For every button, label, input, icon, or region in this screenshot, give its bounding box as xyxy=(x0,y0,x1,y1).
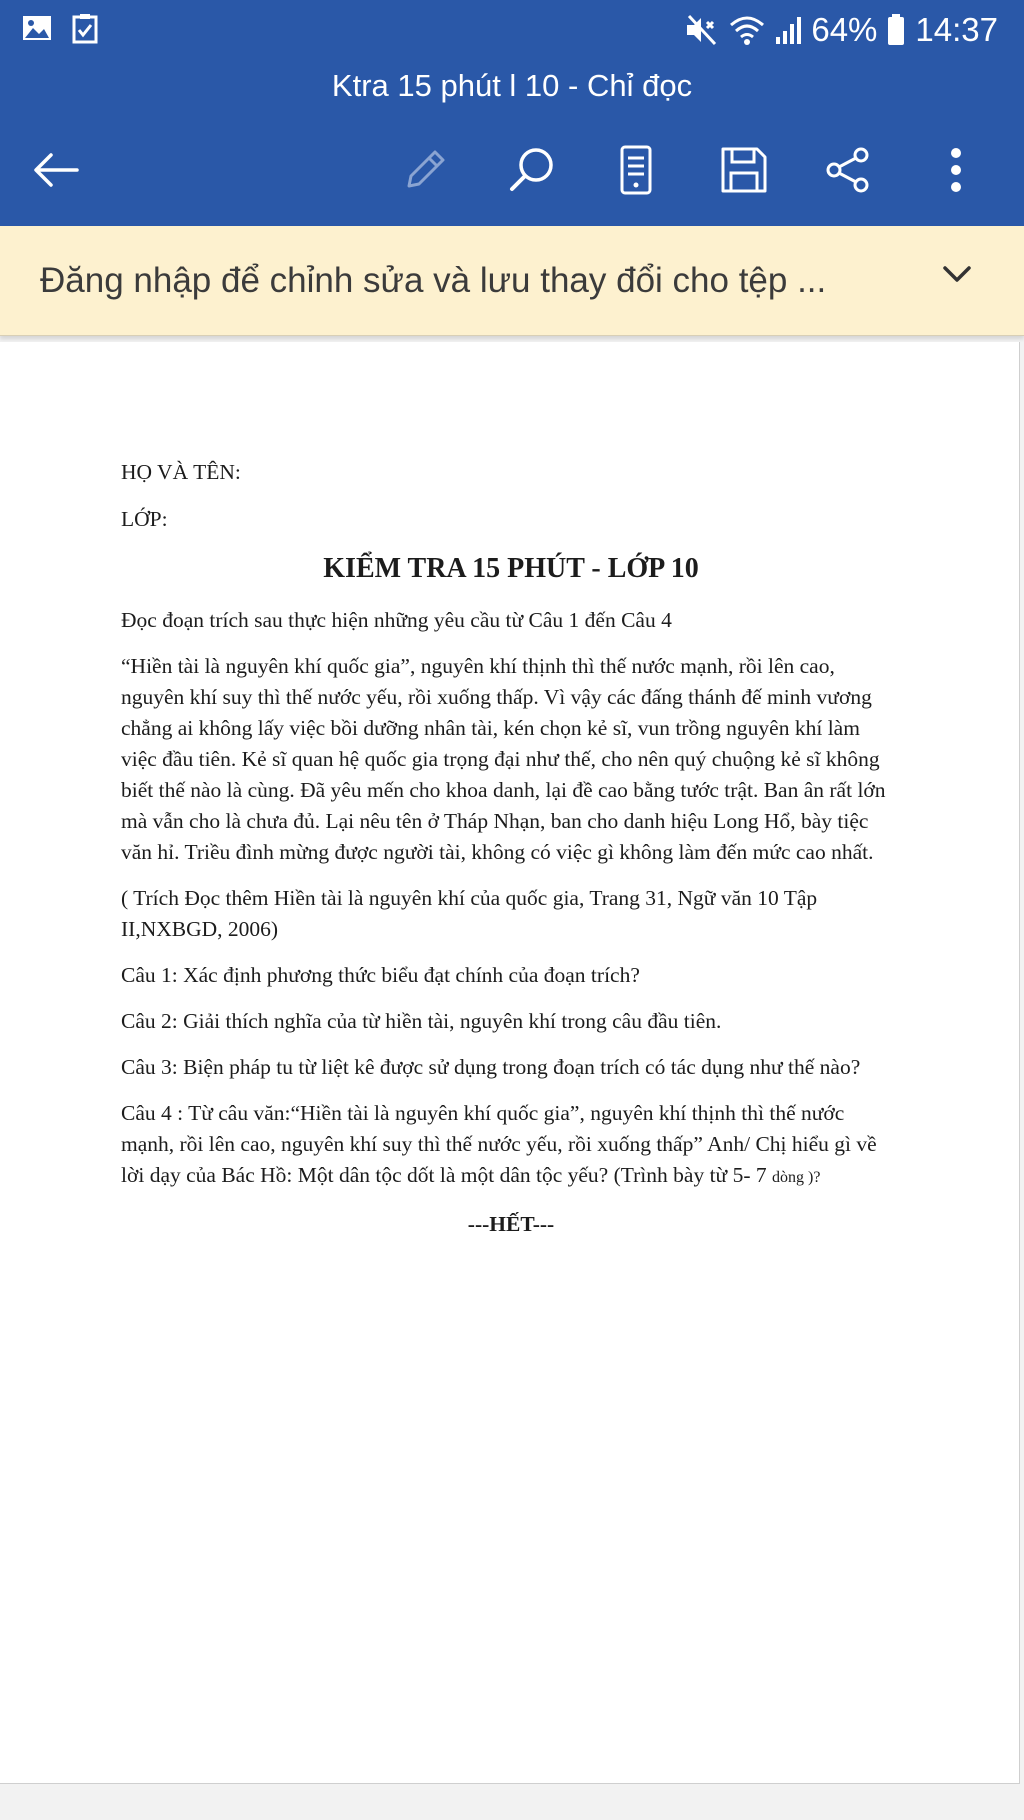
sign-in-banner[interactable] xyxy=(0,226,1024,336)
question-4 xyxy=(121,1098,901,1193)
passage-text: “Hiền tài là nguyên khí quốc gia”, nguyên khí thịnh thì thế nước mạnh, rồi lên cao, nguyên khí suy thì thế nước yếu, rồi xuống thấp. Vì vậy các đấng thánh đế minh vương chẳng ai không lấy việc bồi dưỡng nhân tài, kén chọn kẻ sĩ, vun trồng nguyên khí làm việc đầu tiên. Kẻ sĩ quan hệ quốc gia trọng đại như thế, cho nên quý chuộng kẻ sĩ không biết thế nào là cùng. Đã yêu mến cho khoa danh, lại đề cao bằng tước trật. Ban ân rất lớn mà vẫn cho là chưa đủ. Lại nêu tên ở Tháp Nhạn, ban cho danh hiệu Long Hổ, bày tiệc văn hỉ. Triều đình mừng được người tài, không có việc gì không làm đến mức cao nhất. xyxy=(121,654,886,864)
search-button[interactable] xyxy=(502,140,562,200)
question-3: Câu 3: Biện pháp tu từ liệt kê được sử dụng trong đoạn trích có tác dụng như thế nào? xyxy=(121,1055,861,1079)
clock: 14:37 xyxy=(915,11,998,48)
search-icon xyxy=(507,145,557,195)
wifi-icon xyxy=(729,15,765,45)
reading-view-icon xyxy=(616,144,656,196)
status-right xyxy=(683,10,998,50)
gallery-icon xyxy=(22,14,52,49)
question-2: Câu 2: Giải thích nghĩa của từ hiền tài, nguyên khí trong câu đầu tiên. xyxy=(121,1009,722,1033)
edit-pencil-icon xyxy=(401,146,449,194)
document-title-bar xyxy=(0,58,1024,114)
document-page[interactable] xyxy=(0,342,1020,1784)
instruction-text: Đọc đoạn trích sau thực hiện những yêu cầu từ Câu 1 đến Câu 4 xyxy=(121,608,672,632)
mute-vibrate-icon xyxy=(683,14,719,46)
reading-view-button[interactable] xyxy=(606,140,666,200)
back-button[interactable] xyxy=(26,140,86,200)
app-toolbar xyxy=(0,114,1024,226)
battery-icon xyxy=(887,14,905,46)
save-icon xyxy=(719,145,769,195)
task-check-icon xyxy=(72,14,98,49)
status-bar xyxy=(0,0,1024,58)
status-left-icons xyxy=(22,14,98,49)
question-4-text: Câu 4 : Từ câu văn:“Hiền tài là nguyên khí quốc gia”, nguyên khí thịnh thì thế nước mạnh, rồi lên cao, nguyên khí suy thì thế nước yếu, rồi xuống thấp” Anh/ Chị hiểu gì về lời dạy của Bác Hồ: Một dân tộc dốt là một dân tộc yếu? (Trình bày từ 5- 7 xyxy=(121,1101,877,1187)
chevron-down-icon[interactable] xyxy=(942,264,972,289)
share-button[interactable] xyxy=(818,140,878,200)
sign-in-banner-text: Đăng nhập để chỉnh sửa và lưu thay đổi cho tệp ... xyxy=(40,261,827,300)
question-4-tail: dòng )? xyxy=(771,1169,821,1186)
save-button[interactable] xyxy=(714,140,774,200)
question-1: Câu 1: Xác định phương thức biểu đạt chính của đoạn trích? xyxy=(121,963,640,987)
more-options-button[interactable] xyxy=(926,140,986,200)
signal-icon xyxy=(775,15,801,45)
edit-button[interactable] xyxy=(395,140,455,200)
back-arrow-icon xyxy=(31,150,81,190)
end-mark: ---HẾT--- xyxy=(467,1212,555,1236)
more-vertical-icon xyxy=(949,147,963,193)
name-field-label: HỌ VÀ TÊN: xyxy=(121,460,241,484)
document-title: Ktra 15 phút l 10 - Chỉ đọc xyxy=(331,68,693,103)
document-body xyxy=(121,457,901,1240)
source-citation: ( Trích Đọc thêm Hiền tài là nguyên khí của quốc gia, Trang 31, Ngữ văn 10 Tập II,NXBGD, 2006) xyxy=(121,886,818,941)
document-heading: KIỂM TRA 15 PHÚT - LỚP 10 xyxy=(323,553,699,584)
share-icon xyxy=(824,146,872,194)
battery-level: 64% xyxy=(811,11,878,48)
class-field-label: LỚP: xyxy=(121,507,168,531)
